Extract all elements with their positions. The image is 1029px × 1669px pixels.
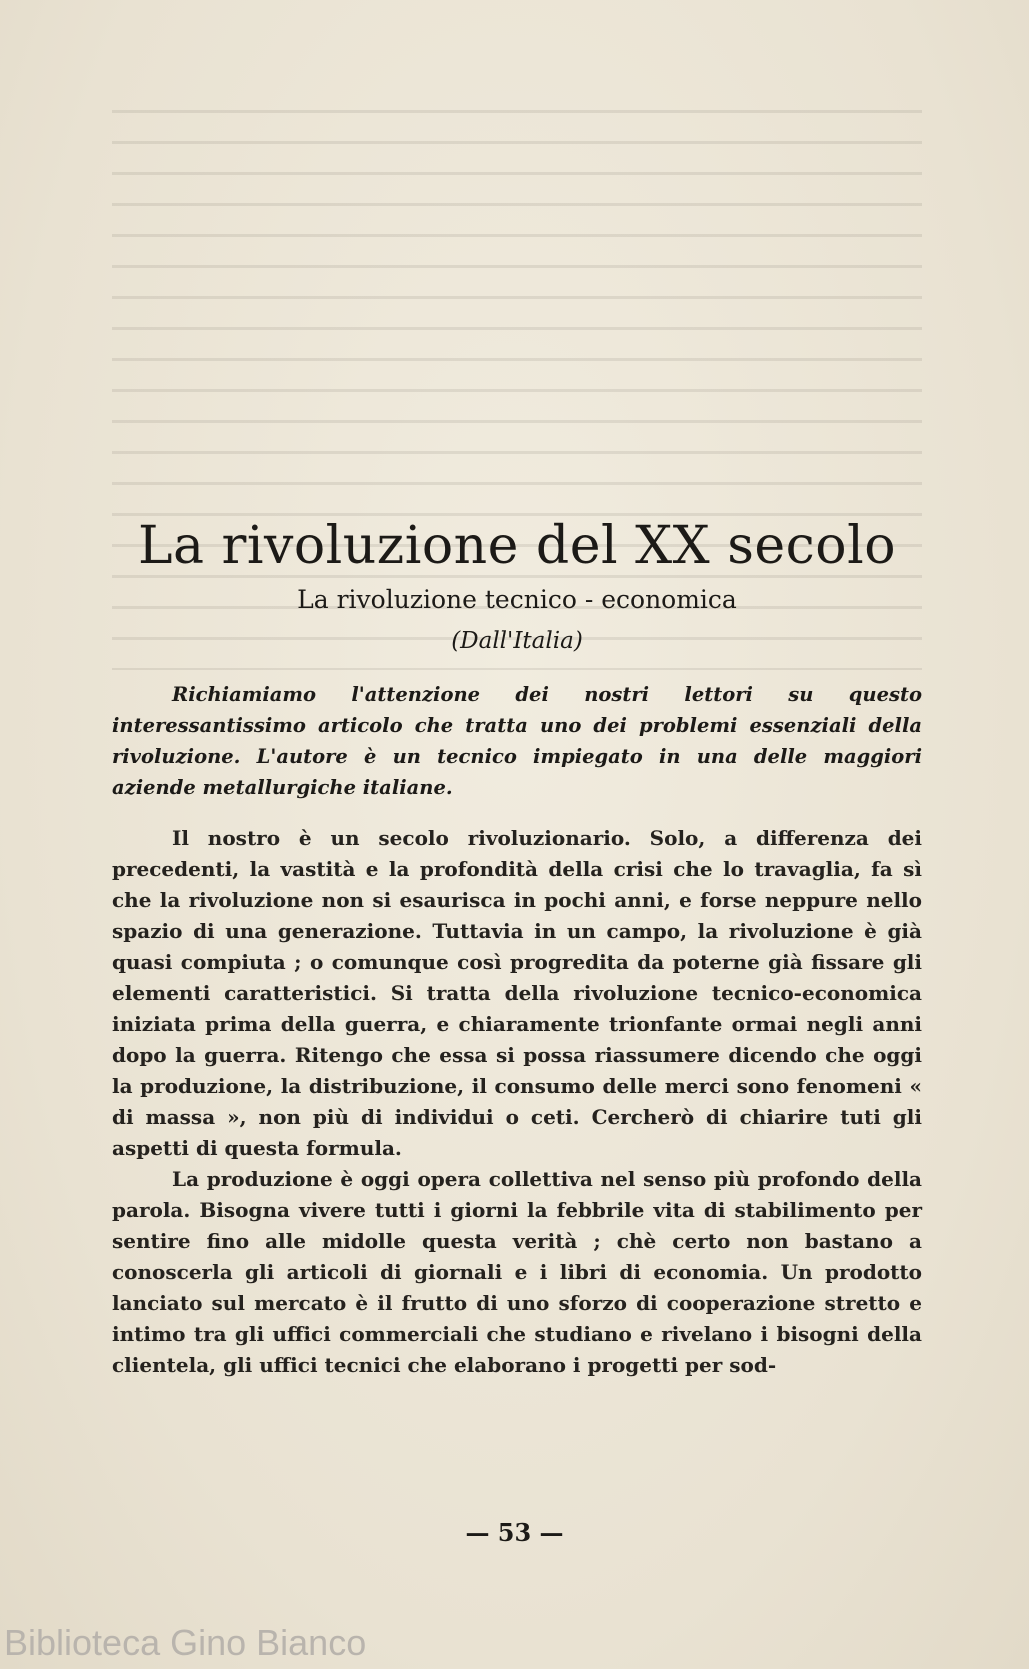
article-subtitle: La rivoluzione tecnico - economica <box>297 585 737 614</box>
paragraph: Il nostro è un secolo rivoluzionario. Solo, a differenza dei precedenti, la vastità e la profondità della crisi che lo travaglia, fa sì che la rivoluzione non si esaurisca in pochi anni, e forse neppure nello spazio di una generazione. Tuttavia in un campo, la rivoluzione è già quasi compiuta ; o comunque così progredita da poterne già fissare gli elementi caratteristici. Si tratta della rivoluzione tecnico-economica iniziata prima della guerra, e chiaramente trionfante ormai negli anni dopo la guerra. Ritengo che essa si possa riassumere dicendo che oggi la produzione, la distribuzione, il consumo delle merci sono fenomeni « di massa », non più di individui o ceti. Cercherò di chiarire tuti gli aspetti di questa formula. <box>112 826 922 1160</box>
editor-intro: Richiamiamo l'attenzione dei nostri lettori su questo interessantissimo articolo che tratta uno dei problemi essenziali della rivoluzione. L'autore è un tecnico impiegato in una delle maggiori aziende metallurgiche italiane. <box>112 683 922 799</box>
article-body <box>112 823 922 1381</box>
page-number: — 53 — <box>465 1518 564 1547</box>
article <box>112 515 922 1381</box>
article-title: La rivoluzione del XX secolo <box>137 516 897 576</box>
library-watermark: Biblioteca Gino Bianco <box>4 1622 367 1663</box>
article-source: (Dall'Italia) <box>451 628 583 654</box>
paragraph: La produzione è oggi opera collettiva nel senso più profondo della parola. Bisogna vivere tutti i giorni la febbrile vita di stabilimento per sentire fino alle midolle questa verità ; chè certo non bastano a conoscerla gli articoli di giornali e i libri di economia. Un prodotto lanciato sul mercato è il frutto di uno sforzo di cooperazione stretto e intimo tra gli uffici commerciali che studiano e rivelano i bisogni della clientela, gli uffici tecnici che elaborano i progetti per sod- <box>112 1167 922 1377</box>
